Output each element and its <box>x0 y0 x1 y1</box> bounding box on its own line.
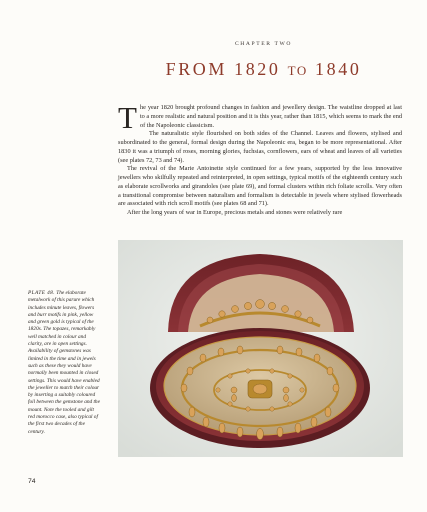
paragraph-1 <box>118 100 402 135</box>
jewellery-case-illustration <box>118 240 403 457</box>
paragraph-2: The naturalistic style flourished on both sides of the Channel. Leaves and flowers, stylised and subordinated to the general, formal design during the Napoleonic era, began to be more representational. After 1830 it was a triumph of roses, morning glories, fuchsias, cornflowers, ears of wheat and leaves of all varieties (see plates 72, 73 and 74). <box>118 130 402 164</box>
chapter-title <box>100 58 427 82</box>
plate-label: PLATE 48. <box>28 290 55 296</box>
plate-caption <box>28 290 100 436</box>
body-text <box>118 100 402 218</box>
paragraph-1-text: he year 1820 brought profound changes in fashion and jewellery design. The waistline dropped at last to a more realistic and natural position and it is this year, rather than 1815, which seems to mark the end of the Napoleonic classicism. <box>139 104 402 129</box>
drop-cap: T <box>118 100 137 135</box>
chapter-title-to: TO <box>287 63 308 78</box>
parure-photograph <box>118 240 403 457</box>
paragraph-4: After the long years of war in Europe, precious metals and stones were relatively rare <box>127 209 343 216</box>
chapter-title-year: 1840 <box>315 59 362 79</box>
plate-caption-text: The elaborate metalwork of this parure which includes minute leaves, flowers and burr motifs in pink, yellow and green gold is typical of the 1820s. The topazes, remarkably well matched in colour and clarity, are in open settings. Availability of gemstones was limited in the time and in jewels such as these they would have normally been mounted in closed settings. This would have enabled the jeweller to match their colour by inserting a suitably coloured foil between the gemstone and the mount. Note the tooled and gilt red morocco case, also typical of the first two decades of the century. <box>28 290 100 435</box>
paragraph-3: The revival of the Marie Antoinette style continued for a few years, supported by the less innovative jewellers who skilfully repeated and reinterpreted, in open settings, typical motifs of the eighteenth century such as elaborate scrollworks and girandoles (see plate 69), and formal clusters within rich foliate scrolls. Very often a transitional compromise between naturalism and formalism is detectable in jewels where stylised flowerheads are associated with rich scroll motifs (see plates 68 and 71). <box>118 165 402 208</box>
page-number: 74 <box>28 478 36 485</box>
chapter-label: CHAPTER TWO <box>234 41 293 47</box>
chapter-title-from: FROM 1820 <box>165 59 281 79</box>
